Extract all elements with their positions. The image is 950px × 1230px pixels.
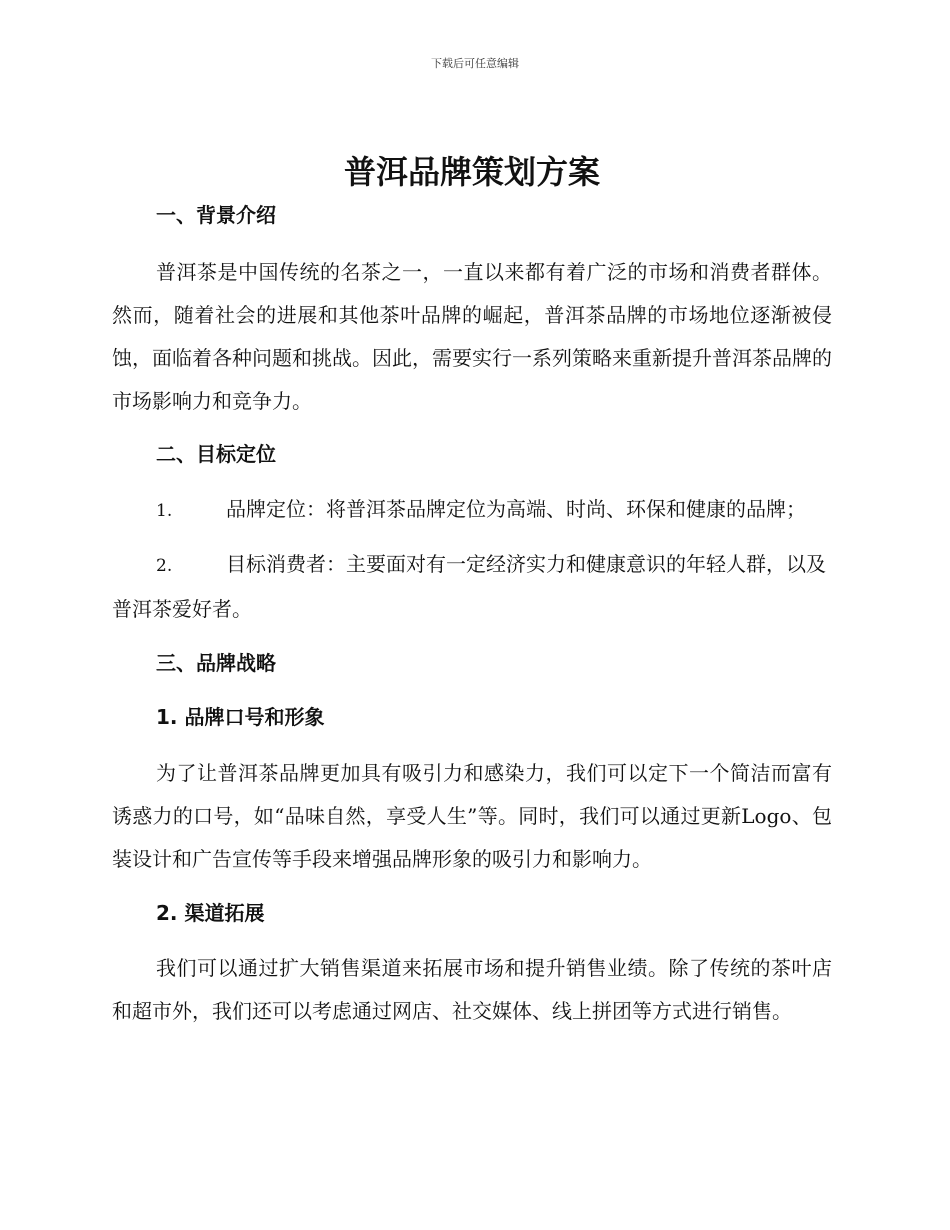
document-body [112, 150, 832, 1033]
section-heading-target: 二、目标定位 [156, 442, 276, 466]
document-title: 普洱品牌策划方案 [343, 153, 600, 191]
section-heading-background: 一、背景介绍 [156, 203, 276, 227]
paragraph-background: 普洱茶是中国传统的名茶之一，一直以来都有着广泛的市场和消费者群体。然而，随着社会的进展和其他茶叶品牌的崛起，普洱茶品牌的市场地位逐渐被侵蚀，面临着各种问题和挑战。因此，需要实行一系列策略来重新提升普洱茶品牌的市场影响力和竞争力。 [112, 260, 832, 413]
list-number: 1. [156, 501, 173, 521]
list-item-target-consumers [112, 543, 832, 631]
section-heading-strategy: 三、品牌战略 [156, 651, 276, 675]
list-text: 目标消费者：主要面对有一定经济实力和健康意识的年轻人群，以及普洱茶爱好者。 [112, 552, 826, 621]
subsection-heading-channels: 2. 渠道拓展 [156, 901, 265, 925]
paragraph-slogan: 为了让普洱茶品牌更加具有吸引力和感染力，我们可以定下一个简洁而富有诱惑力的口号，如“品味自然，享受人生”等。同时，我们可以通过更新Logo、包装设计和广告宣传等手段来增强品牌形象的吸引力和影响力。 [112, 761, 832, 871]
paragraph-channels: 我们可以通过扩大销售渠道来拓展市场和提升销售业绩。除了传统的茶叶店和超市外，我们还可以考虑通过网店、社交媒体、线上拼团等方式进行销售。 [112, 956, 832, 1023]
list-number: 2. [156, 556, 173, 576]
subsection-heading-slogan: 1. 品牌口号和形象 [156, 705, 325, 729]
list-text: 品牌定位：将普洱茶品牌定位为高端、时尚、环保和健康的品牌； [226, 497, 806, 521]
list-item-brand-positioning [112, 488, 832, 533]
header-note: 下载后可任意编辑 [431, 57, 519, 70]
